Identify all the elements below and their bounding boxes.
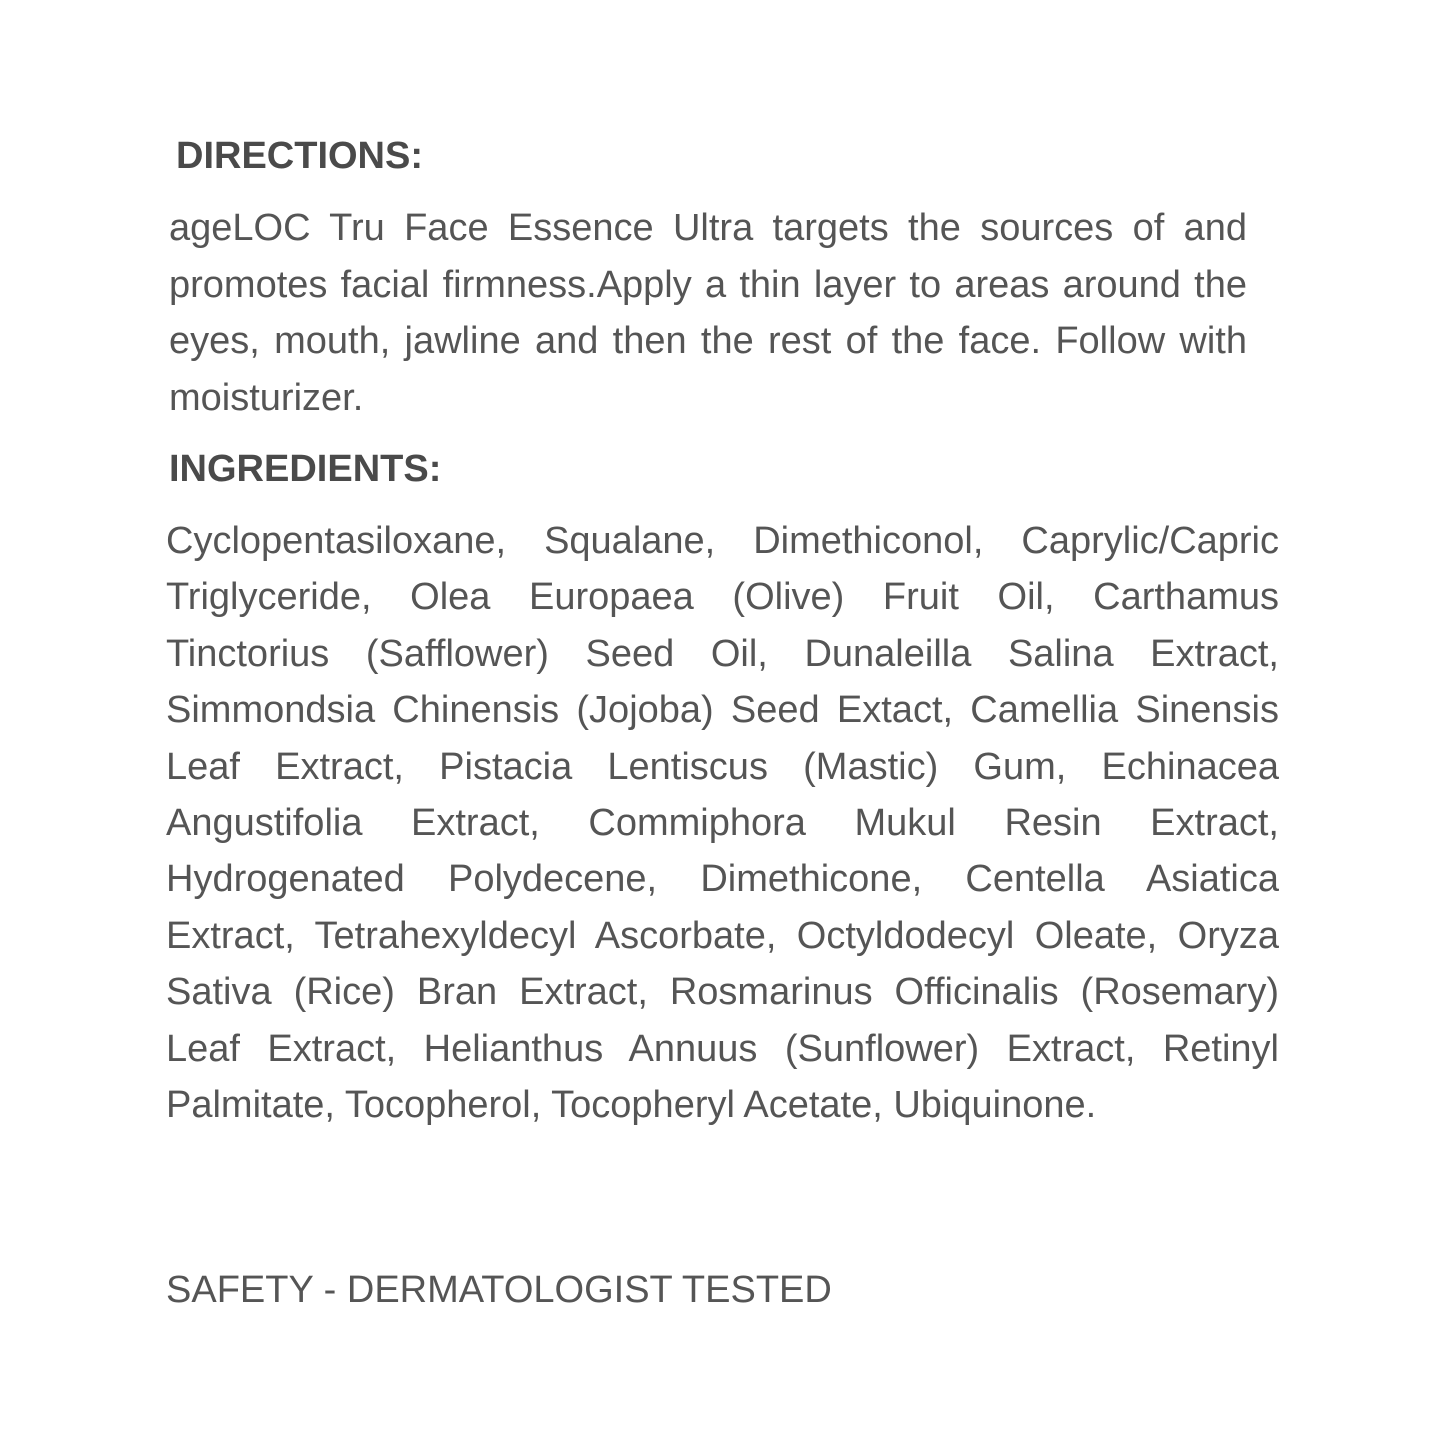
safety-note: SAFETY - DERMATOLOGIST TESTED: [166, 1269, 832, 1311]
ingredients-heading: INGREDIENTS:: [169, 448, 442, 490]
directions-text: ageLOC Tru Face Essence Ultra targets the sources of and promotes facial firmness.Apply a thin layer to areas around the eyes, mouth, jawline and then the rest of the face. Follow with moisturizer.: [169, 207, 1247, 419]
ingredients-text: Cyclopentasiloxane, Squalane, Dimethiconol, Caprylic/Capric Triglyceride, Olea Europaea (Olive) Fruit Oil, Carthamus Tinctorius (Safflower) Seed Oil, Dunaleilla Salina Extract, Simmondsia Chinensis (Jojoba) Seed Extact, Camellia Sinensis Leaf Extract, Pistacia Lentiscus (Mastic) Gum, Echinacea Angustifolia Extract, Commiphora Mukul Resin Extract, Hydrogenated Polydecene, Dimethicone, Centella Asiatica Extract, Tetrahexyldecyl Ascorbate, Octyldodecyl Oleate, Oryza Sativa (Rice) Bran Extract, Rosmarinus Officinalis (Rosemary) Leaf Extract, Helianthus Annuus (Sunflower) Extract, Retinyl Palmitate, Tocopherol, Tocopheryl Acetate, Ubiquinone.: [166, 520, 1279, 1127]
directions-heading: DIRECTIONS:: [176, 135, 423, 177]
